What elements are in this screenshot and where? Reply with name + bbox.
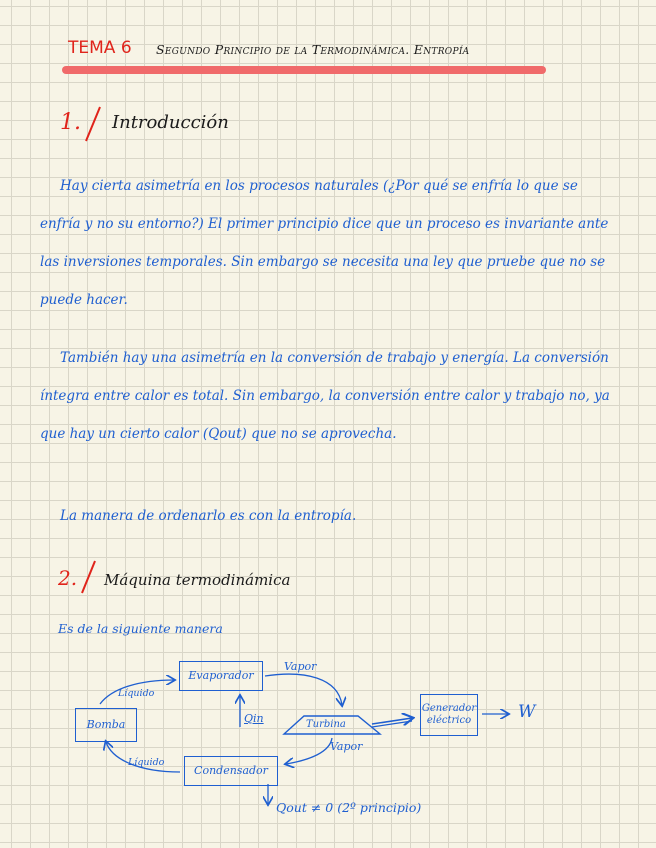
- section1-number: 1.: [60, 110, 81, 135]
- turbina-label: Turbina: [306, 719, 346, 730]
- evaporador-box: Evaporador: [179, 661, 263, 691]
- qout-note: Qout ≠ 0 (2º principio): [276, 800, 422, 815]
- arrow-turbina-condensador: [286, 738, 332, 764]
- tema-label: TEMA 6: [68, 38, 132, 58]
- vapor-bottom-label: Vapor: [330, 740, 363, 753]
- qin-label: Qin: [244, 712, 264, 725]
- vapor-top-label: Vapor: [284, 660, 317, 673]
- paragraph-2-text: También hay una asimetría en la conversión de trabajo y energía. La conversión íntegra entre calor es total. Sin embargo, la conversión entre calor y trabajo no, ya que hay un cierto calor (Qout) que no se aprovecha.: [40, 350, 610, 442]
- arrow-turbina-generador: [372, 718, 412, 724]
- section1-heading: Introducción: [112, 112, 229, 133]
- paragraph-1-text: Hay cierta asimetría en los procesos naturales (¿Por qué se enfría lo que se enfría y no su entorno?) El primer principio dice que un proceso es invariante ante las inversiones temporales. Sin embargo se necesita una ley que pruebe que no se puede hacer.: [40, 178, 609, 308]
- section2-intro: Es de la siguiente manera: [58, 621, 223, 636]
- page-title: Segundo Principio de la Termodinámica. Entropía: [156, 42, 470, 57]
- section2-heading: Máquina termodinámica: [104, 571, 291, 589]
- arrow-evaporador-turbina: [265, 674, 342, 705]
- condensador-box: Condensador: [184, 756, 278, 786]
- bomba-box: Bomba: [75, 708, 137, 742]
- paragraph-3-text: La manera de ordenarlo es con la entropía.: [60, 508, 357, 524]
- w-label: W: [518, 702, 536, 722]
- section2-number: 2.: [58, 566, 78, 590]
- liquido-top-label: Líquido: [118, 688, 155, 699]
- liquido-bottom-label: Líquido: [128, 757, 165, 768]
- generador-box: Generador eléctrico: [420, 694, 478, 736]
